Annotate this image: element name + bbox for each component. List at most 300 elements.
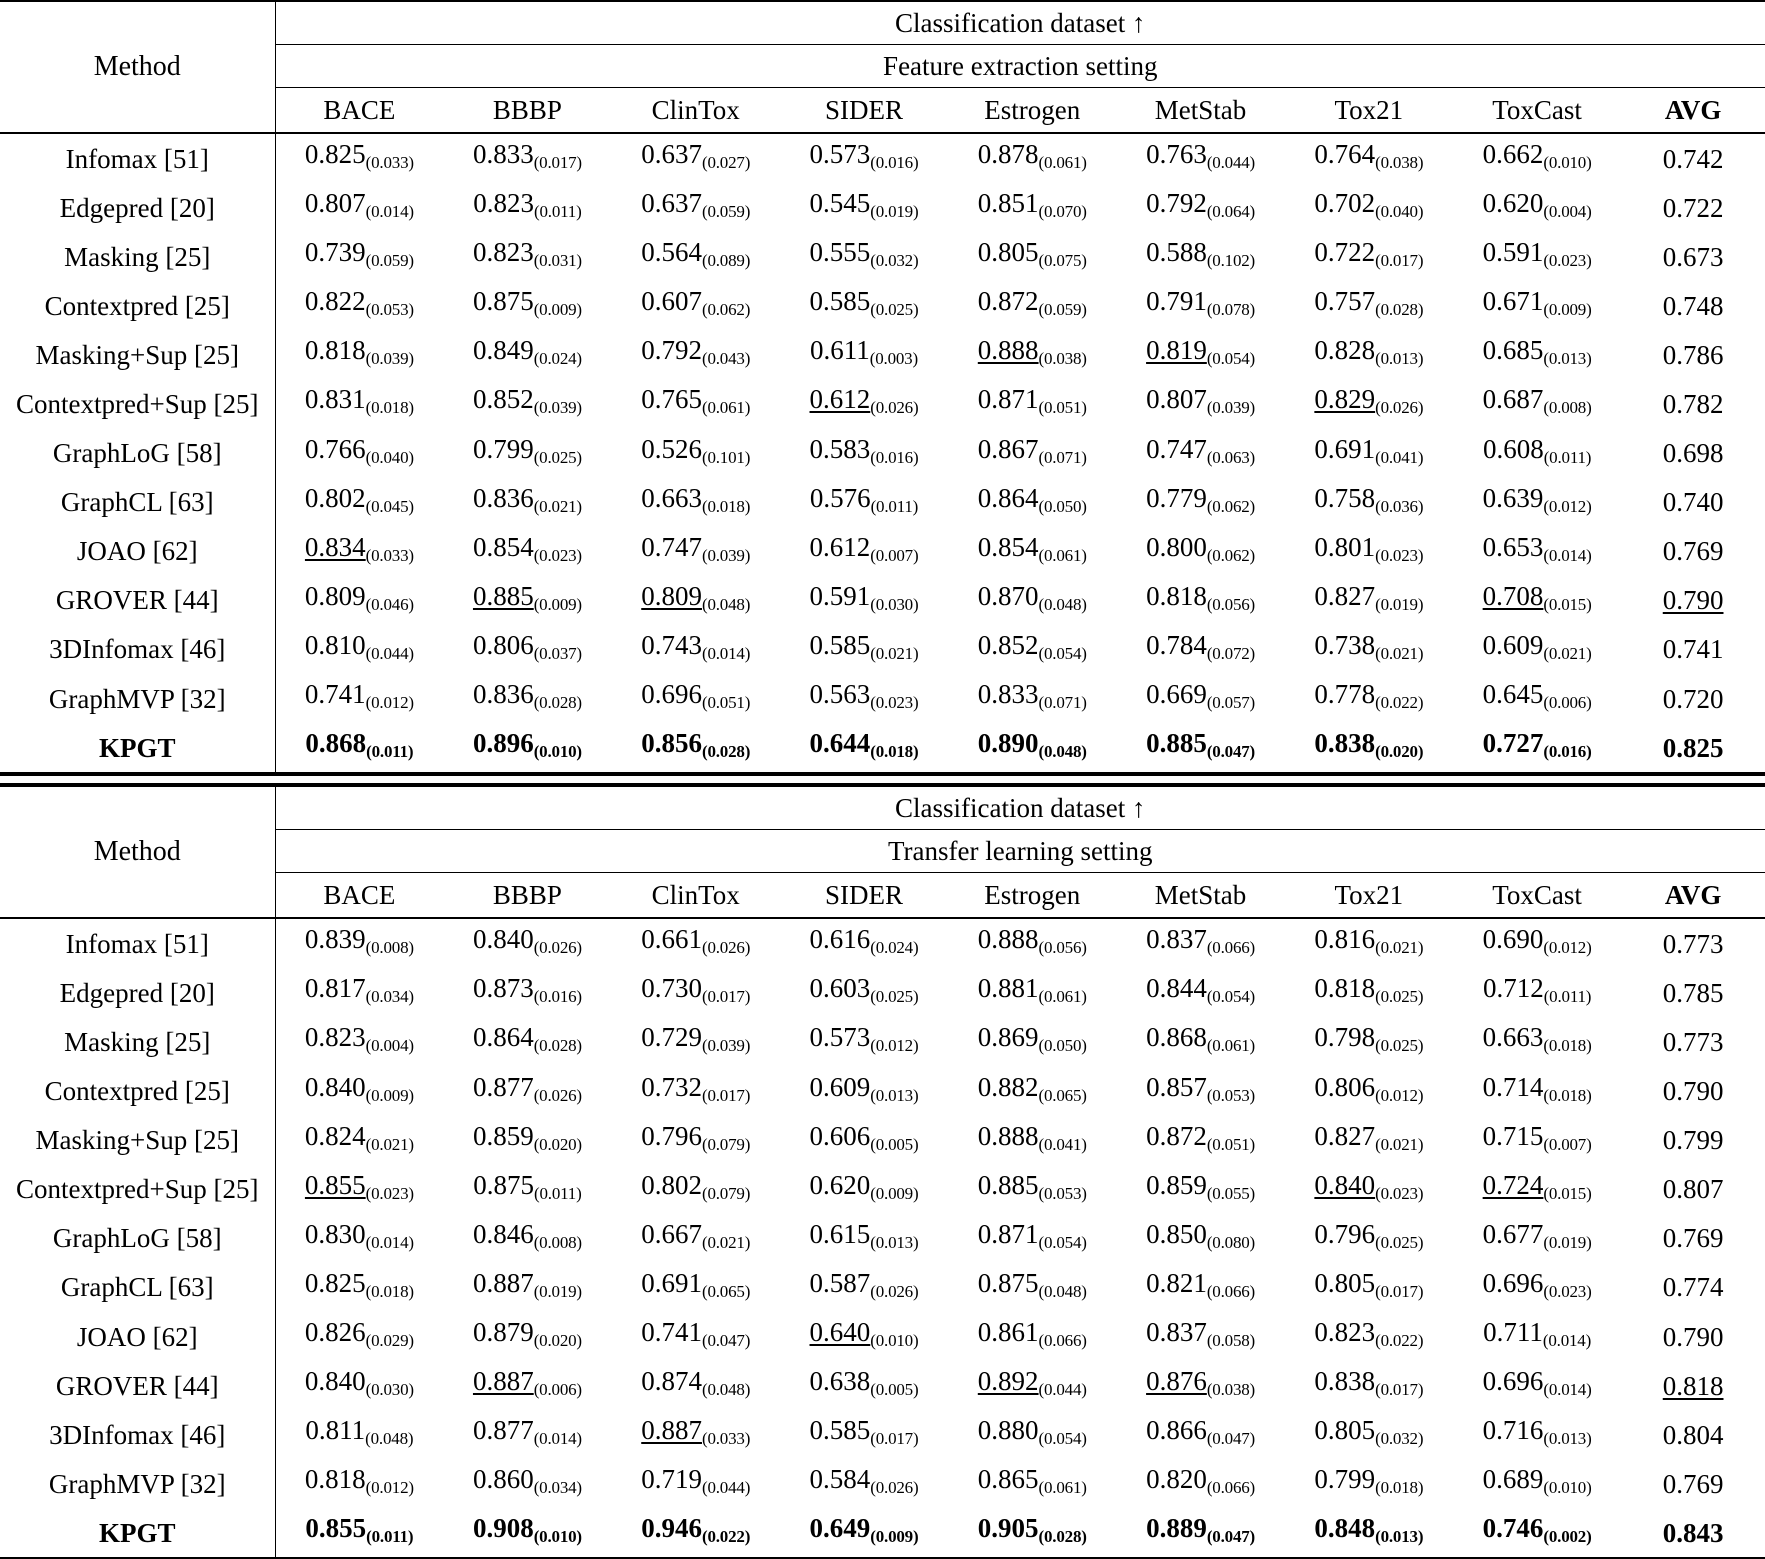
- metric-value: 0.645: [1482, 679, 1544, 710]
- metric-value: 0.864: [977, 482, 1039, 513]
- metric-cell: [948, 330, 1116, 379]
- metric-value: 0.866: [1146, 1415, 1207, 1446]
- column-header-label: ToxCast: [1492, 880, 1582, 911]
- metric-stddev: (0.102): [1206, 251, 1256, 271]
- metric-cell: [780, 330, 948, 379]
- metric-value: 0.827: [1314, 580, 1376, 611]
- metric-stddev: (0.025): [870, 987, 919, 1007]
- metric-cell: [1285, 183, 1453, 232]
- metric-stddev: (0.061): [1206, 1036, 1256, 1056]
- metric-cell: [1453, 1312, 1621, 1361]
- method-name-cell: [0, 1116, 275, 1165]
- metric-stddev: (0.011): [534, 202, 582, 222]
- metric-cell: [1453, 527, 1621, 576]
- metric-value: 0.821: [1146, 1267, 1207, 1298]
- metric-value: 0.807: [1662, 1174, 1724, 1205]
- metric-value: 0.662: [1482, 139, 1544, 169]
- metric-stddev: (0.009): [365, 1085, 414, 1105]
- metric-stddev: (0.061): [701, 398, 751, 418]
- column-header-label: MetStab: [1154, 95, 1247, 125]
- metric-stddev: (0.021): [1375, 1134, 1424, 1154]
- table-row: [0, 330, 1765, 379]
- method-name-label: KPGT: [98, 1517, 176, 1548]
- metric-stddev: (0.025): [870, 300, 919, 320]
- column-header-avg: [1621, 873, 1765, 919]
- column-header-clintox: [612, 88, 780, 134]
- metric-value: 0.804: [1662, 1419, 1724, 1450]
- metric-value: 0.806: [1314, 1071, 1376, 1102]
- metric-cell: [780, 625, 948, 674]
- metric-value: 0.691: [641, 1267, 702, 1298]
- metric-cell: [1116, 968, 1284, 1017]
- table-row: [0, 1312, 1765, 1361]
- metric-value: 0.585: [809, 629, 871, 660]
- metric-cell: [1116, 330, 1284, 379]
- metric-cell: [275, 379, 443, 428]
- metric-cell: [1116, 133, 1284, 183]
- column-header-metstab: [1116, 88, 1284, 134]
- metric-stddev: (0.039): [701, 1036, 751, 1056]
- metric-value: 0.774: [1662, 1272, 1724, 1303]
- metric-value: 0.720: [1662, 683, 1724, 714]
- metric-cell: [948, 1067, 1116, 1116]
- metric-value: 0.852: [977, 629, 1039, 660]
- metric-cell: [780, 527, 948, 576]
- method-name-label: KPGT: [98, 732, 176, 763]
- table-row: [0, 232, 1765, 281]
- metric-stddev: (0.014): [533, 1429, 582, 1449]
- metric-cell: [1453, 1214, 1621, 1263]
- metric-stddev: (0.017): [701, 1085, 751, 1105]
- metric-value: 0.637: [641, 188, 702, 219]
- column-header-toxcast: [1453, 88, 1621, 134]
- metric-value: 0.828: [1314, 335, 1376, 366]
- metric-stddev: (0.016): [870, 153, 919, 173]
- column-header-estrogen: [948, 88, 1116, 134]
- metric-stddev: (0.062): [1206, 545, 1256, 565]
- metric-cell: [1621, 133, 1765, 183]
- metric-stddev: (0.017): [1375, 1281, 1424, 1301]
- metric-cell: [1116, 1263, 1284, 1312]
- metric-stddev: (0.033): [701, 1429, 751, 1449]
- metric-stddev: (0.080): [1206, 1232, 1256, 1252]
- metric-cell: [1285, 527, 1453, 576]
- metric-value: 0.876: [1146, 1366, 1207, 1397]
- metric-cell: [1621, 625, 1765, 674]
- metric-value: 0.805: [1314, 1415, 1376, 1446]
- metric-cell: [1621, 1459, 1765, 1508]
- metric-stddev: (0.047): [1206, 1429, 1256, 1449]
- metric-cell: [1285, 918, 1453, 968]
- metric-value: 0.719: [641, 1464, 702, 1495]
- method-name-cell: [0, 232, 275, 281]
- metric-value: 0.638: [809, 1366, 871, 1397]
- metric-value: 0.573: [809, 139, 871, 169]
- method-name-cell: [0, 674, 275, 723]
- metric-value: 0.769: [1662, 1468, 1724, 1499]
- method-name-cell: [0, 1459, 275, 1508]
- metric-cell: [612, 1067, 780, 1116]
- metric-value: 0.802: [304, 482, 366, 513]
- metric-stddev: (0.034): [533, 1478, 582, 1498]
- metric-cell: [612, 1165, 780, 1214]
- metric-value: 0.830: [304, 1218, 366, 1249]
- metric-cell: [948, 1263, 1116, 1312]
- metric-cell: [1116, 1508, 1284, 1558]
- metric-value: 0.878: [977, 139, 1039, 169]
- metric-stddev: (0.017): [1375, 1380, 1424, 1400]
- metric-cell: [1453, 379, 1621, 428]
- metric-cell: [443, 1410, 611, 1459]
- metric-stddev: (0.064): [1206, 202, 1256, 222]
- metric-cell: [1453, 1263, 1621, 1312]
- metric-value: 0.850: [1146, 1218, 1207, 1249]
- metric-value: 0.644: [809, 728, 871, 759]
- metric-cell: [275, 1361, 443, 1410]
- group-title-label: Classification dataset ↑: [895, 793, 1146, 824]
- column-header-label: ClinTox: [651, 880, 740, 911]
- metric-cell: [1621, 1508, 1765, 1558]
- metric-cell: [780, 232, 948, 281]
- metric-value: 0.857: [1146, 1071, 1207, 1102]
- metric-cell: [1453, 918, 1621, 968]
- metric-stddev: (0.056): [1038, 938, 1087, 958]
- metric-value: 0.860: [472, 1464, 534, 1495]
- metric-stddev: (0.040): [365, 447, 414, 467]
- metric-value: 0.687: [1482, 384, 1544, 415]
- metric-cell: [275, 1116, 443, 1165]
- header-row-group: [0, 786, 1765, 830]
- metric-cell: [1116, 527, 1284, 576]
- column-header-clintox: [612, 873, 780, 919]
- metric-value: 0.576: [809, 482, 871, 513]
- metric-cell: [1116, 1017, 1284, 1066]
- metric-stddev: (0.008): [533, 1232, 582, 1252]
- metric-cell: [1285, 330, 1453, 379]
- metric-cell: [1453, 1116, 1621, 1165]
- setting-title-label: Feature extraction setting: [883, 51, 1158, 81]
- metric-value: 0.823: [473, 188, 535, 219]
- metric-value: 0.773: [1662, 1026, 1724, 1057]
- method-name-cell: [0, 527, 275, 576]
- metric-cell: [1453, 429, 1621, 478]
- metric-value: 0.545: [809, 188, 871, 219]
- metric-stddev: (0.039): [701, 545, 751, 565]
- metric-value: 0.773: [1662, 928, 1724, 959]
- method-name-cell: [0, 379, 275, 428]
- metric-cell: [1285, 674, 1453, 723]
- metric-value: 0.825: [1662, 732, 1724, 763]
- metric-stddev: (0.047): [701, 1331, 751, 1351]
- metric-cell: [1285, 1508, 1453, 1558]
- metric-stddev: (0.048): [1038, 594, 1087, 614]
- metric-stddev: (0.009): [533, 300, 582, 320]
- method-name-cell: [0, 1361, 275, 1410]
- method-name-label: Contextpred [25]: [44, 1076, 230, 1107]
- metric-value: 0.880: [977, 1415, 1039, 1446]
- metric-value: 0.868: [1146, 1022, 1207, 1053]
- table-row: [0, 1214, 1765, 1263]
- metric-stddev: (0.028): [1375, 300, 1424, 320]
- method-name-label: Masking+Sup [25]: [35, 339, 239, 370]
- metric-value: 0.637: [641, 139, 702, 169]
- metric-cell: [948, 1459, 1116, 1508]
- metric-cell: [443, 281, 611, 330]
- metric-value: 0.810: [304, 629, 366, 660]
- metric-cell: [1621, 918, 1765, 968]
- metric-cell: [1116, 723, 1284, 773]
- metric-cell: [1116, 625, 1284, 674]
- metric-stddev: (0.018): [701, 496, 751, 516]
- metric-value: 0.798: [1314, 1022, 1376, 1053]
- table-row: [0, 1116, 1765, 1165]
- metric-cell: [780, 1067, 948, 1116]
- method-name-label: GROVER [44]: [55, 585, 219, 616]
- method-name-label: GROVER [44]: [55, 1370, 219, 1401]
- metric-value: 0.653: [1482, 531, 1544, 562]
- column-header-label: Estrogen: [984, 880, 1081, 911]
- column-header-avg: [1621, 88, 1765, 134]
- metric-stddev: (0.059): [365, 251, 414, 271]
- metric-cell: [275, 674, 443, 723]
- metric-cell: [948, 1312, 1116, 1361]
- metric-value: 0.875: [977, 1267, 1039, 1298]
- metric-cell: [780, 133, 948, 183]
- metric-value: 0.587: [809, 1267, 871, 1298]
- metric-cell: [948, 968, 1116, 1017]
- metric-cell: [275, 1459, 443, 1508]
- metric-cell: [612, 330, 780, 379]
- metric-value: 0.848: [1314, 1513, 1376, 1544]
- metric-value: 0.873: [472, 973, 534, 1004]
- method-name-label: JOAO [62]: [76, 1321, 198, 1352]
- metric-cell: [948, 723, 1116, 773]
- method-header-label: Method: [93, 51, 181, 82]
- metric-value: 0.877: [472, 1071, 534, 1102]
- metric-cell: [1116, 478, 1284, 527]
- metric-value: 0.809: [641, 580, 702, 611]
- metric-cell: [780, 1312, 948, 1361]
- method-name-cell: [0, 429, 275, 478]
- metric-value: 0.708: [1482, 580, 1544, 611]
- metric-cell: [1116, 1165, 1284, 1214]
- metric-value: 0.882: [977, 1071, 1039, 1102]
- metric-value: 0.661: [641, 924, 702, 955]
- method-name-cell: [0, 1263, 275, 1312]
- metric-value: 0.885: [977, 1169, 1039, 1200]
- metric-value: 0.856: [641, 728, 702, 759]
- metric-stddev: (0.019): [1543, 1232, 1592, 1252]
- metric-cell: [275, 183, 443, 232]
- metric-cell: [612, 1263, 780, 1312]
- metric-value: 0.872: [977, 286, 1039, 317]
- metric-stddev: (0.078): [1206, 300, 1256, 320]
- table-separator: [0, 774, 1765, 785]
- metric-stddev: (0.058): [1206, 1331, 1256, 1351]
- metric-cell: [1621, 232, 1765, 281]
- metric-cell: [1621, 1067, 1765, 1116]
- metric-cell: [948, 379, 1116, 428]
- metric-value: 0.855: [304, 1169, 366, 1200]
- metric-value: 0.663: [641, 482, 702, 513]
- metric-cell: [1453, 723, 1621, 773]
- metric-value: 0.791: [1146, 286, 1207, 317]
- metric-value: 0.792: [1146, 188, 1207, 219]
- metric-stddev: (0.038): [1038, 349, 1087, 369]
- metric-cell: [1116, 576, 1284, 625]
- metric-stddev: (0.054): [1206, 349, 1256, 369]
- metric-stddev: (0.059): [1038, 300, 1087, 320]
- metric-cell: [1285, 1312, 1453, 1361]
- metric-stddev: (0.059): [701, 202, 751, 222]
- metric-cell: [1285, 1410, 1453, 1459]
- metric-cell: [948, 527, 1116, 576]
- metric-cell: [443, 478, 611, 527]
- metric-cell: [443, 1361, 611, 1410]
- metric-cell: [1285, 379, 1453, 428]
- method-header-cell: [0, 1, 275, 133]
- metric-cell: [1621, 527, 1765, 576]
- metric-stddev: (0.057): [1206, 693, 1256, 713]
- metric-value: 0.722: [1314, 237, 1376, 268]
- metric-cell: [948, 1361, 1116, 1410]
- metric-stddev: (0.056): [1206, 594, 1256, 614]
- metric-cell: [1621, 478, 1765, 527]
- column-header-label: AVG: [1664, 95, 1722, 125]
- metric-value: 0.869: [977, 1022, 1039, 1053]
- metric-stddev: (0.071): [1038, 447, 1087, 467]
- metric-stddev: (0.013): [1543, 349, 1592, 369]
- metric-cell: [1116, 918, 1284, 968]
- metric-stddev: (0.062): [1206, 496, 1256, 516]
- metric-cell: [948, 183, 1116, 232]
- metric-stddev: (0.010): [533, 1527, 582, 1547]
- metric-cell: [948, 674, 1116, 723]
- metric-stddev: (0.053): [1206, 1085, 1256, 1105]
- metric-stddev: (0.012): [365, 1478, 414, 1498]
- metric-cell: [1285, 1116, 1453, 1165]
- method-name-cell: [0, 1508, 275, 1558]
- metric-cell: [1453, 1410, 1621, 1459]
- metric-stddev: (0.024): [870, 938, 919, 958]
- metric-stddev: (0.032): [870, 251, 919, 271]
- metric-cell: [1285, 723, 1453, 773]
- metric-stddev: (0.026): [533, 1085, 582, 1105]
- column-header-bbbp: [443, 88, 611, 134]
- metric-stddev: (0.071): [1038, 693, 1087, 713]
- metric-value: 0.818: [1146, 580, 1207, 611]
- metric-stddev: (0.007): [870, 545, 919, 565]
- column-header-sider: [780, 873, 948, 919]
- metric-cell: [1285, 968, 1453, 1017]
- metric-stddev: (0.005): [870, 1134, 919, 1154]
- metric-value: 0.732: [641, 1071, 702, 1102]
- metric-stddev: (0.022): [1375, 693, 1424, 713]
- metric-stddev: (0.055): [1206, 1183, 1256, 1203]
- metric-stddev: (0.014): [701, 644, 751, 664]
- metric-cell: [1621, 330, 1765, 379]
- metric-value: 0.846: [472, 1218, 534, 1249]
- metric-cell: [948, 1017, 1116, 1066]
- metric-stddev: (0.014): [1543, 545, 1592, 565]
- metric-cell: [948, 576, 1116, 625]
- metric-value: 0.805: [977, 237, 1039, 268]
- metric-stddev: (0.044): [1038, 1380, 1087, 1400]
- metric-cell: [275, 527, 443, 576]
- metric-stddev: (0.023): [533, 545, 582, 565]
- metric-value: 0.825: [304, 1267, 366, 1298]
- metric-value: 0.840: [304, 1071, 366, 1102]
- metric-value: 0.766: [304, 433, 366, 464]
- metric-cell: [275, 478, 443, 527]
- metric-stddev: (0.018): [1375, 1478, 1424, 1498]
- metric-stddev: (0.009): [1543, 300, 1592, 320]
- metric-stddev: (0.020): [1375, 742, 1424, 762]
- metric-cell: [612, 1410, 780, 1459]
- metric-value: 0.584: [809, 1464, 871, 1495]
- metric-value: 0.615: [809, 1218, 871, 1249]
- metric-stddev: (0.021): [1375, 644, 1424, 664]
- table-row: [0, 723, 1765, 773]
- metric-value: 0.747: [641, 531, 702, 562]
- metric-cell: [275, 625, 443, 674]
- metric-cell: [948, 429, 1116, 478]
- metric-value: 0.859: [1146, 1169, 1207, 1200]
- metric-value: 0.715: [1482, 1120, 1544, 1151]
- metric-cell: [780, 1017, 948, 1066]
- metric-cell: [1285, 232, 1453, 281]
- metric-cell: [1453, 281, 1621, 330]
- metric-value: 0.588: [1146, 237, 1207, 268]
- metric-value: 0.790: [1662, 1076, 1724, 1107]
- metric-stddev: (0.028): [1038, 1527, 1087, 1547]
- metric-cell: [443, 1214, 611, 1263]
- metric-stddev: (0.101): [701, 447, 751, 467]
- method-name-label: Infomax [51]: [65, 928, 209, 959]
- metric-cell: [1116, 1361, 1284, 1410]
- metric-cell: [1453, 183, 1621, 232]
- metric-cell: [1621, 1361, 1765, 1410]
- metric-stddev: (0.039): [365, 349, 414, 369]
- metric-value: 0.840: [304, 1366, 366, 1397]
- metric-stddev: (0.047): [1206, 1527, 1256, 1547]
- metric-stddev: (0.062): [701, 300, 751, 320]
- metric-cell: [1621, 723, 1765, 773]
- metric-stddev: (0.038): [1375, 153, 1424, 173]
- metric-value: 0.831: [304, 384, 366, 415]
- metric-cell: [780, 576, 948, 625]
- metric-cell: [1285, 625, 1453, 674]
- method-name-label: Masking+Sup [25]: [35, 1125, 239, 1156]
- metric-cell: [443, 576, 611, 625]
- metric-cell: [780, 478, 948, 527]
- metric-value: 0.667: [641, 1218, 702, 1249]
- metric-stddev: (0.079): [701, 1183, 751, 1203]
- metric-stddev: (0.004): [365, 1036, 414, 1056]
- metric-stddev: (0.015): [1543, 594, 1592, 614]
- metric-stddev: (0.013): [1375, 349, 1424, 369]
- metric-stddev: (0.021): [365, 1134, 414, 1154]
- method-name-cell: [0, 133, 275, 183]
- metric-value: 0.606: [809, 1120, 871, 1151]
- metric-value: 0.806: [472, 629, 534, 660]
- metric-cell: [1453, 1459, 1621, 1508]
- metric-stddev: (0.066): [1206, 1281, 1256, 1301]
- metric-value: 0.526: [641, 433, 702, 464]
- metric-cell: [948, 133, 1116, 183]
- metric-stddev: (0.026): [1375, 398, 1424, 418]
- metric-cell: [1285, 576, 1453, 625]
